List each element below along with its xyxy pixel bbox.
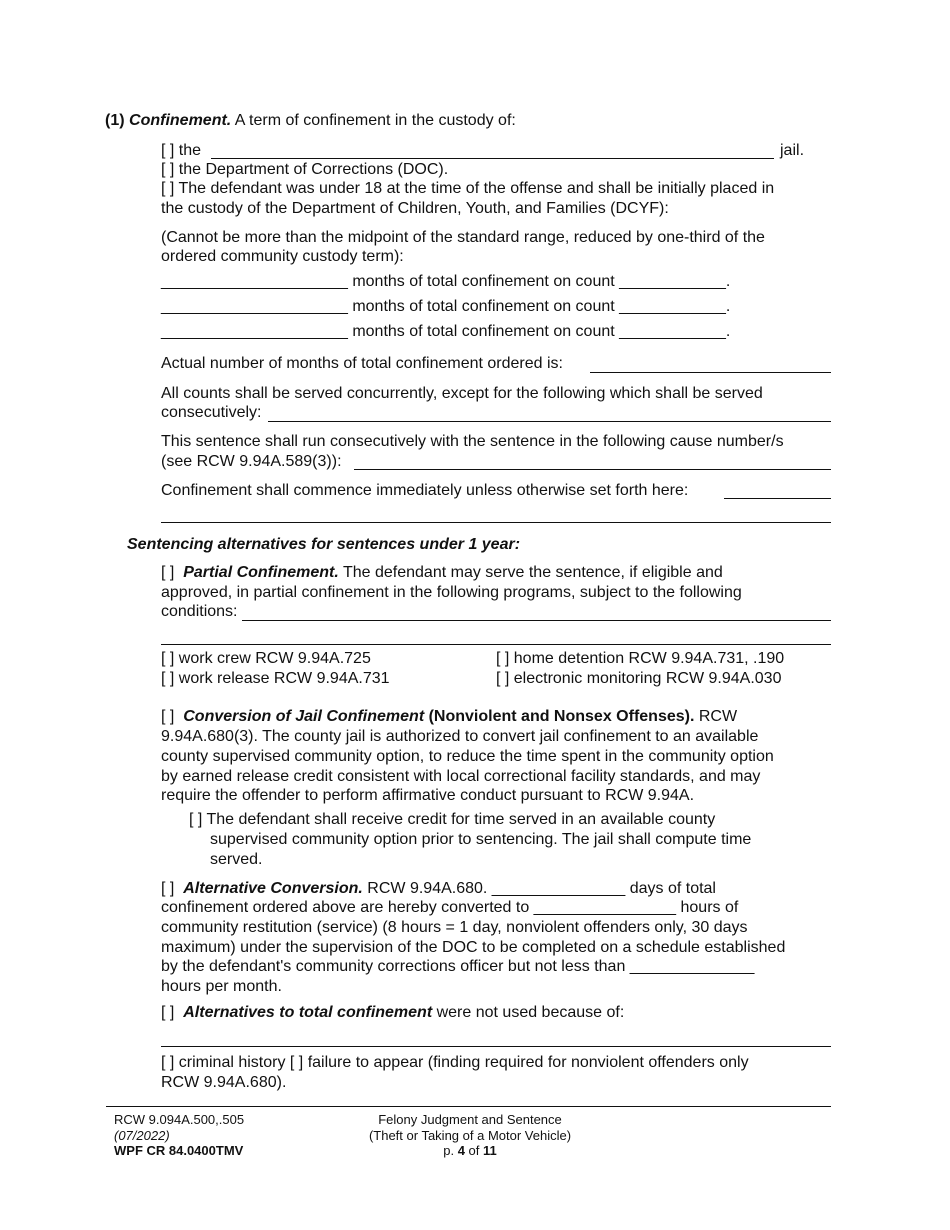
cause-number-field[interactable] xyxy=(354,469,831,470)
option-dcyf-line1: [ ] The defendant was under 18 at the time of the offense and shall be initially placed in xyxy=(161,180,775,197)
alternatives-not-used-text: were not used because of: xyxy=(432,1004,625,1021)
program-option[interactable]: [ ] work crew RCW 9.94A.725 xyxy=(161,650,371,667)
conditions-field-continued[interactable] xyxy=(161,644,831,645)
alt-conversion-line4: maximum) under the supervision of the DOC to be completed on a schedule established xyxy=(161,939,786,956)
alt-conversion-line1 xyxy=(161,880,716,898)
alternatives-not-used-line xyxy=(161,1004,624,1022)
actual-months-field[interactable] xyxy=(590,372,831,373)
option-dcyf-line2: the custody of the Department of Children, Youth, and Families (DCYF): xyxy=(161,200,669,217)
midpoint-note-line2: ordered community custody term): xyxy=(161,248,404,265)
footer-page-number xyxy=(330,1143,610,1158)
alt-conversion-title: Alternative Conversion. xyxy=(183,880,363,897)
partial-confinement-title: Partial Confinement. xyxy=(183,564,339,581)
alt-conversion-text: RCW 9.94A.680. _______________ days of total xyxy=(362,880,716,897)
concurrent-line2: consecutively: xyxy=(161,404,262,421)
option-jail-label: [ ] the xyxy=(161,142,202,159)
conversion-line1 xyxy=(161,708,737,726)
conversion-line5: require the offender to perform affirmative conduct pursuant to RCW 9.94A. xyxy=(161,787,695,804)
commence-field[interactable] xyxy=(724,498,831,499)
conversion-subtitle: (Nonviolent and Nonsex Offenses). xyxy=(424,708,695,725)
consecutive-cause-line2: (see RCW 9.94A.589(3)): xyxy=(161,453,342,470)
conversion-line2: 9.94A.680(3). The county jail is authorized to convert jail confinement to an available xyxy=(161,728,759,745)
program-option[interactable]: [ ] electronic monitoring RCW 9.94A.030 xyxy=(496,670,782,687)
count-line[interactable]: _____________________ months of total confinement on count ____________. xyxy=(161,298,731,315)
consecutive-counts-field[interactable] xyxy=(268,421,831,422)
page-current: 4 xyxy=(457,1143,465,1158)
conditions-field[interactable] xyxy=(242,620,831,621)
checkbox[interactable]: [ ] xyxy=(161,1004,175,1021)
checkbox[interactable]: [ ] xyxy=(161,708,175,725)
checkbox[interactable]: [ ] xyxy=(161,564,175,581)
program-option[interactable]: [ ] work release RCW 9.94A.731 xyxy=(161,670,390,687)
section-intro: A term of confinement in the custody of: xyxy=(231,112,516,129)
checkbox[interactable]: [ ] xyxy=(161,880,175,897)
footer-divider xyxy=(106,1106,831,1107)
page-of: of xyxy=(464,1143,484,1158)
credit-line3: served. xyxy=(210,851,263,868)
actual-months-label: Actual number of months of total confinement ordered is: xyxy=(161,355,563,372)
footer-rcw: RCW 9.094A.500,.505 xyxy=(114,1112,245,1127)
section-title: Confinement. xyxy=(129,112,232,129)
jail-name-field[interactable] xyxy=(211,158,774,159)
commence-label: Confinement shall commence immediately unless otherwise set forth here: xyxy=(161,482,689,499)
partial-confinement-line1 xyxy=(161,564,723,582)
footer-title-line1: Felony Judgment and Sentence xyxy=(378,1112,562,1127)
conversion-rcw: RCW xyxy=(694,708,738,725)
alt-conversion-line5: by the defendant's community corrections officer but not less than ______________ xyxy=(161,958,755,975)
partial-confinement-line3: conditions: xyxy=(161,603,238,620)
page-total: 11 xyxy=(483,1143,497,1158)
alternatives-heading: Sentencing alternatives for sentences under 1 year: xyxy=(127,536,521,553)
partial-confinement-line2: approved, in partial confinement in the following programs, subject to the following xyxy=(161,584,742,601)
footer-form-id: WPF CR 84.0400TMV xyxy=(114,1143,244,1158)
conversion-line4: by earned release credit consistent with local correctional facility standards, and may xyxy=(161,768,761,785)
consecutive-cause-line1: This sentence shall run consecutively with the sentence in the following cause number/s xyxy=(161,433,784,450)
alt-conversion-line2: confinement ordered above are hereby converted to ________________ hours of xyxy=(161,899,739,916)
option-jail-suffix: jail. xyxy=(780,142,805,159)
footer-title-line2: (Theft or Taking of a Motor Vehicle) xyxy=(368,1128,572,1143)
history-line1[interactable]: [ ] criminal history [ ] failure to appear (finding required for nonviolent offenders only xyxy=(161,1054,749,1071)
section-confinement-heading xyxy=(105,112,516,130)
conversion-title: Conversion of Jail Confinement xyxy=(183,708,425,725)
option-doc: [ ] the Department of Corrections (DOC). xyxy=(161,161,449,178)
concurrent-line1: All counts shall be served concurrently, except for the following which shall be served xyxy=(161,385,763,402)
history-line2: RCW 9.94A.680). xyxy=(161,1074,287,1091)
program-option[interactable]: [ ] home detention RCW 9.94A.731, .190 xyxy=(496,650,785,667)
alt-conversion-line3: community restitution (service) (8 hours = 1 day, nonviolent offenders only, 30 days xyxy=(161,919,748,936)
page-prefix: p. xyxy=(443,1143,458,1158)
reason-field[interactable] xyxy=(161,1046,831,1047)
credit-line1[interactable]: [ ] The defendant shall receive credit for time served in an available county xyxy=(189,811,716,828)
conversion-line3: county supervised community option, to reduce the time spent in the community option xyxy=(161,748,774,765)
commence-field-continued[interactable] xyxy=(161,522,831,523)
alternatives-not-used-title: Alternatives to total confinement xyxy=(183,1004,433,1021)
footer-date: (07/2022) xyxy=(114,1128,170,1143)
count-line[interactable]: _____________________ months of total confinement on count ____________. xyxy=(161,323,731,340)
count-line[interactable]: _____________________ months of total confinement on count ____________. xyxy=(161,273,731,290)
section-number: (1) xyxy=(105,112,125,129)
midpoint-note-line1: (Cannot be more than the midpoint of the standard range, reduced by one-third of the xyxy=(161,229,765,246)
credit-line2: supervised community option prior to sentencing. The jail shall compute time xyxy=(210,831,752,848)
partial-confinement-text: The defendant may serve the sentence, if eligible and xyxy=(338,564,723,581)
alt-conversion-line6: hours per month. xyxy=(161,978,282,995)
